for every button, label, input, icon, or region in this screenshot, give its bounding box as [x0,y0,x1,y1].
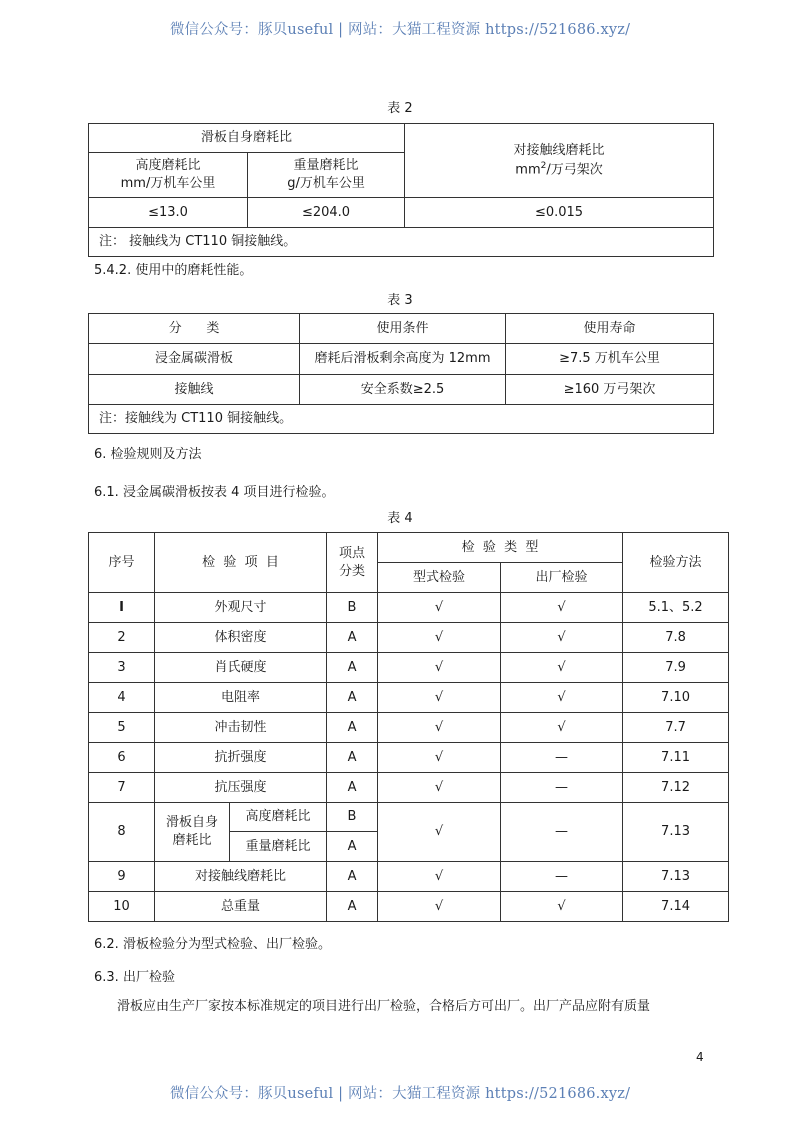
table-row [89,713,729,743]
table3-cell: 磨耗后滑板剩余高度为 12mm [300,344,506,375]
header-line: 重量磨耗比 [293,158,359,174]
cell-class: A [327,713,378,743]
cell-item: 总重量 [155,892,327,922]
cell-factory-test: — [501,803,623,862]
table-row [89,773,729,803]
cell-method: 5.1、5.2 [623,593,729,623]
header-unit: mm/万机车公里 [120,176,216,191]
table-row [89,683,729,713]
cell-method: 7.14 [623,892,729,922]
page-number: 4 [696,1050,704,1064]
cell-item: 电阻率 [155,683,327,713]
section-6-heading: 6. 检验规则及方法 [94,447,202,462]
cell-class: A [327,773,378,803]
table2-group-header: 滑板自身磨耗比 [89,124,405,153]
table3-caption: 表 3 [387,293,413,308]
table-row [89,653,729,683]
cell-type-test: √ [378,892,501,922]
cell-type-test: √ [378,862,501,892]
cell-sub-item: 重量磨耗比 [230,832,327,862]
header-unit: g/万机车公里 [287,176,365,191]
table3-header: 使用条件 [300,314,506,344]
cell-seq: 3 [89,653,155,683]
watermark-header: 微信公众号：豚贝useful | 网站：大猫工程资源 https://521686.xyz/ [169,22,631,38]
cell-method: 7.13 [623,803,729,862]
cell-method: 7.9 [623,653,729,683]
cell-factory-test: √ [501,593,623,623]
table3-header: 分 类 [89,314,300,344]
table4-header-class [327,533,378,593]
section-6-1: 6.1. 浸金属碳滑板按表 4 项目进行检验。 [94,485,335,500]
cell-class: B [327,593,378,623]
cell-item: 体积密度 [155,623,327,653]
cell-seq: 5 [89,713,155,743]
table4-header-item: 检 验 项 目 [155,533,327,593]
table4-header-method: 检验方法 [623,533,729,593]
header-line: 高度磨耗比 [135,158,201,174]
cell-item: 冲击韧性 [155,713,327,743]
cell-type-test: √ [378,653,501,683]
table2-col3-header [405,124,714,198]
cell-item: 外观尺寸 [155,593,327,623]
cell-seq: 2 [89,623,155,653]
table3-cell: 浸金属碳滑板 [89,344,300,375]
table2-col2-header [248,153,405,198]
table2-cell: ≤0.015 [405,198,714,228]
section-6-3-paragraph: 滑板应由生产厂家按本标准规定的项目进行出厂检验，合格后方可出厂。出厂产品应附有质量 [117,999,651,1014]
table2-note: 注： 接触线为 CT110 铜接触线。 [89,228,714,257]
table2-col3-title: 对接触线磨耗比 [513,143,605,159]
cell-seq: 4 [89,683,155,713]
cell-method: 7.12 [623,773,729,803]
table-row [89,623,729,653]
cell-sub-item: 高度磨耗比 [230,803,327,832]
cell-item: 抗折强度 [155,743,327,773]
unit-mm: mm [515,162,541,178]
section-5-4-2: 5.4.2. 使用中的磨耗性能。 [94,263,253,278]
cell-factory-test: √ [501,623,623,653]
header-line: 项点 [339,545,366,561]
cell-seq: 9 [89,862,155,892]
cell-type-test: √ [378,773,501,803]
cell-type-test: √ [378,683,501,713]
watermark-footer: 微信公众号：豚贝useful | 网站：大猫工程资源 https://521686.xyz/ [169,1086,631,1102]
table3-cell: ≥160 万弓架次 [506,375,714,405]
table4-caption: 表 4 [387,511,413,526]
cell-type-test: √ [378,713,501,743]
group-line: 滑板自身 [165,815,218,831]
cell-class: A [327,892,378,922]
cell-item: 肖氏硬度 [155,653,327,683]
table3 [88,313,714,434]
cell-class: B [327,803,378,832]
table3-cell: 接触线 [89,375,300,405]
table4 [88,532,729,922]
table-row [89,344,714,375]
cell-method: 7.8 [623,623,729,653]
table2-cell: ≤204.0 [248,198,405,228]
cell-factory-test: √ [501,713,623,743]
unit-sup: 2 [540,160,547,171]
cell-type-test: √ [378,743,501,773]
table-row [89,743,729,773]
cell-type-test: √ [378,623,501,653]
cell-factory-test: — [501,773,623,803]
cell-factory-test: √ [501,892,623,922]
table-row [89,375,714,405]
cell-class: A [327,832,378,862]
cell-seq: 6 [89,743,155,773]
cell-seq: 10 [89,892,155,922]
group-line: 磨耗比 [172,833,212,848]
table3-note: 注：接触线为 CT110 铜接触线。 [89,405,714,434]
table4-header-seq: 序号 [89,533,155,593]
table-row [89,892,729,922]
cell-type-test: √ [378,803,501,862]
header-line: 分类 [339,563,366,579]
cell-method: 7.7 [623,713,729,743]
table2-col3-unit [405,160,713,179]
cell-class: A [327,862,378,892]
cell-factory-test: — [501,862,623,892]
unit-post: /万弓架次 [546,162,603,178]
cell-factory-test: √ [501,683,623,713]
table2-cell: ≤13.0 [89,198,248,228]
cell-method: 7.10 [623,683,729,713]
table2-col1-header [89,153,248,198]
cell-item: 抗压强度 [155,773,327,803]
table2 [88,123,714,257]
cell-method: 7.11 [623,743,729,773]
section-6-3-heading: 6.3. 出厂检验 [94,970,175,985]
cell-item: 对接触线磨耗比 [155,862,327,892]
cell-class: A [327,653,378,683]
table-row [89,862,729,892]
cell-type-test: √ [378,593,501,623]
table-row [89,593,729,623]
table2-caption: 表 2 [387,101,413,116]
table-row [89,803,729,832]
cell-seq: 8 [89,803,155,862]
cell-method: 7.13 [623,862,729,892]
cell-class: A [327,683,378,713]
table3-header: 使用寿命 [506,314,714,344]
table3-cell: 安全系数≥2.5 [300,375,506,405]
cell-class: A [327,743,378,773]
table4-header-type-group: 检 验 类 型 [378,533,623,563]
table4-header-factory-test: 出厂检验 [501,563,623,593]
cell-seq: I [89,593,155,623]
cell-seq: 7 [89,773,155,803]
table3-cell: ≥7.5 万机车公里 [506,344,714,375]
cell-class: A [327,623,378,653]
table4-header-type-test: 型式检验 [378,563,501,593]
cell-item-group [155,803,230,862]
cell-factory-test: √ [501,653,623,683]
cell-factory-test: — [501,743,623,773]
section-6-2: 6.2. 滑板检验分为型式检验、出厂检验。 [94,937,331,952]
